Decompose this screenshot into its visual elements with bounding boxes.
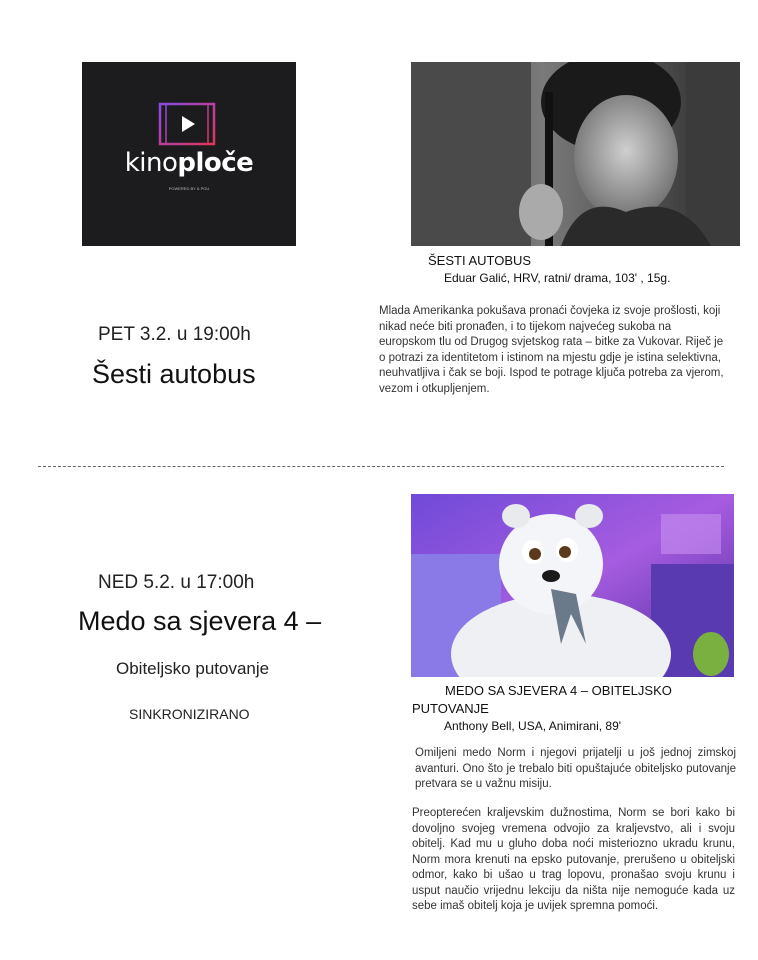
logo-powered-by: POWERED BY & POU (168, 186, 210, 191)
film2-name: Medo sa sjevera 4 – (78, 606, 322, 636)
section-divider (38, 466, 724, 467)
film2-date: NED 5.2. u 17:00h (98, 572, 255, 593)
film2-meta: Anthony Bell, USA, Animirani, 89' (444, 719, 622, 733)
sesti-autobus-still (411, 62, 740, 246)
film-reel-play-icon (152, 102, 222, 146)
film2-subtitle: Obiteljsko putovanje (116, 659, 270, 678)
film1-meta: Eduar Galić, HRV, ratni/ drama, 103' , 15g. (444, 271, 671, 285)
film1-date: PET 3.2. u 19:00h (98, 324, 251, 345)
film1-description: Mlada Amerikanka pokušava pronaći čovjeka iz svoje prošlosti, koji nikad neće biti pronađen, i to tijekom najvećeg sukoba na europskom tlu od Drugog svjetskog rata – bitke za Vukovar. Riječ je o potrazi za identitetom i istinom na mjestu gdje je istina selektivna, neuhvatljiva i čak se boji. Ispod te potrage ključa potreba za vjerom, vezom i otkupljenjem. (379, 305, 724, 395)
film1-title: ŠESTI AUTOBUS (428, 253, 532, 268)
film2-description-1: Omiljeni medo Norm i njegovi prijatelji u još jednoj zimskoj avanturi. Ono što je trebalo biti opuštajuće obiteljsko putovanje pretvara se u važnu misiju. (415, 747, 736, 790)
medo-sa-sjevera-still (411, 494, 734, 677)
logo-wordmark: kinoploče (124, 148, 254, 178)
film2-sync-label: SINKRONIZIRANO (129, 706, 250, 722)
kinoploce-logo (82, 62, 296, 246)
film2-title: MEDO SA SJEVERA 4 – OBITELJSKO PUTOVANJE (412, 683, 672, 716)
film1-name: Šesti autobus (92, 359, 256, 389)
film2-description-2: Preopterećen kraljevskim dužnostima, Norm se bori kako bi dovoljno svojeg vremena odvojio za kraljevstvo, ali i svoju obitelj. Kad mu u gluho doba noći misteriozno ukradu krunu, Norm mora krenuti na epsko putovanje, prerušeno u obiteljski odmor, kako bi ušao u trag lopovu, pronašao svoju krunu i usput naučio vrijednu lekciju da ništa nije nemoguće kada uz sebe imaš obitelj koja je uvijek spremna pomoći. (412, 807, 735, 912)
